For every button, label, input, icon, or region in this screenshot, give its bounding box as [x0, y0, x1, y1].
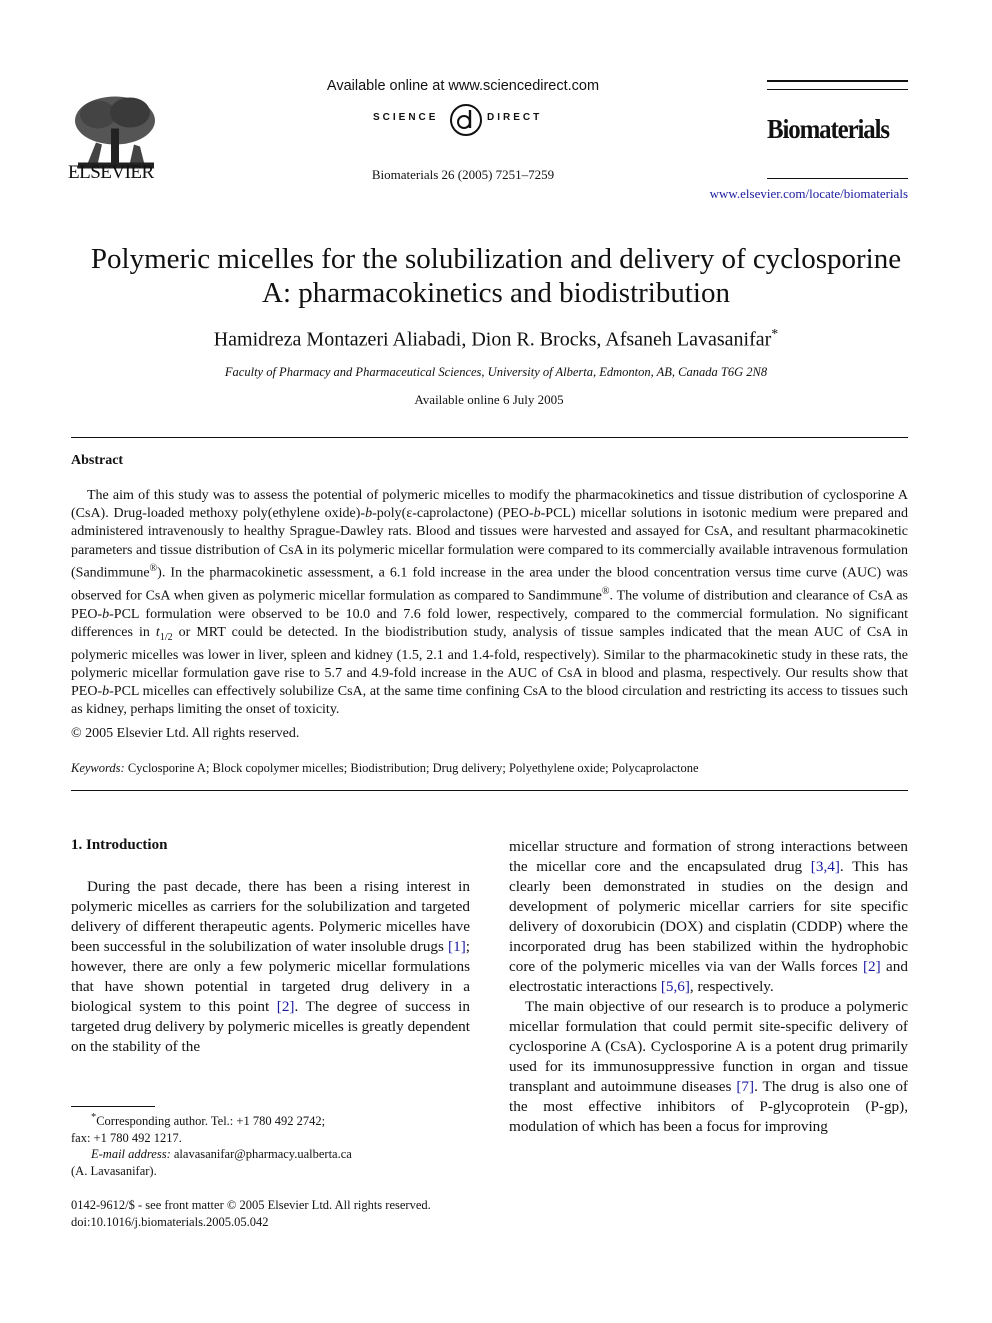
- journal-rule-bottom: [767, 178, 908, 179]
- footnote-mark: *: [91, 1112, 97, 1123]
- right-column: [509, 837, 908, 1137]
- sd-logo-right-text: DIRECT: [487, 112, 543, 123]
- front-matter: [71, 1197, 431, 1230]
- sciencedirect-at-icon: [448, 102, 484, 138]
- abstract-text: The aim of this study was to assess the potential of polymeric micelles to modify the pharmacokinetics and tissue distribution of cyclosporine A (CsA). Drug-loaded methoxy poly(ethylene oxide)-b-poly(ε-caprolactone) (PEO-b-PCL) micellar solutions in isotonic medium were prepared and administered intravenously to healthy Sprague-Dawley rats. Blood and tissues were harvested and assayed for CsA, and resultant pharmacokinetic parameters and tissue distribution of CsA in its polymeric micellar formulation were compared to its commercially available intravenous formulation (Sandimmune®). In the pharmacokinetic assessment, a 6.1 fold increase in the area under the blood concentration versus time curve (AUC) was observed for CsA when given as polymeric micellar formulation as compared to Sandimmune®. The volume of distribution and clearance of CsA as PEO-b-PCL formulation were observed to be 10.0 and 7.6 fold lower, respectively, compared to the commercial formulation. No significant differences in $t_{1/2}$ or MRT could be detected. In the biodistribution study, analysis of tissue samples indicated that the mean AUC of CsA in polymeric micelles was lower in liver, spleen and kidney (1.5, 2.1 and 1.4-fold, respectively). Similar to the pharmacokinetic study in these rats, the polymeric micellar formulation gave rise to 5.7 and 4.9-fold increase in the AUC of CsA in blood and plasma, respectively. Our results show that PEO-b-PCL micelles can effectively solubilize CsA, at the same time confining CsA to the blood circulation and restricting its access to tissues such as kidney, perhaps limiting the onset of toxicity.: [71, 488, 908, 718]
- authors-text: Hamidreza Montazeri Aliabadi, Dion R. Brocks, Afsaneh Lavasanifar: [213, 328, 772, 351]
- author-list: [0, 327, 992, 352]
- section-heading-introduction: 1. Introduction: [71, 837, 168, 853]
- keywords: [71, 761, 699, 776]
- article-title-line-2: A: pharmacokinetics and biodistribution: [262, 277, 730, 309]
- citation-link[interactable]: [5,6]: [660, 978, 690, 995]
- journal-rule-mid: [767, 89, 908, 90]
- available-online-sciencedirect[interactable]: Available online at www.sciencedirect.com: [326, 78, 600, 94]
- intro-paragraph-1: During the past decade, there has been a rising interest in polymeric micelles as carriers for the solubilization and targeted delivery of different therapeutic agents. Polymeric micelles have been successful in the solubilization of water insoluble drugs [1]; however, there are only a few polymeric micellar formulations that have shown potential in targeted drug delivery in a biological system to this point [2]. The degree of success in targeted drug delivery by polymeric micelles is greatly dependent on the stability of the: [71, 878, 470, 1055]
- footnote-tel: Corresponding author. Tel.: +1 780 492 2742;: [96, 1114, 326, 1129]
- corresponding-author-footnote: [71, 1110, 471, 1179]
- doi-line[interactable]: doi:10.1016/j.biomaterials.2005.05.042: [71, 1214, 269, 1229]
- citation-link[interactable]: [1]: [448, 938, 466, 955]
- footnote-fax: fax: +1 780 492 1217.: [71, 1130, 182, 1145]
- citation-link[interactable]: [2]: [862, 958, 881, 975]
- intro-paragraph-2: The main objective of our research is to produce a polymeric micellar formulation that could permit site-specific delivery of cyclosporine A (CsA). Cyclosporine A is a potent drug primarily used for its immunosuppressive function in organ and tissue transplant and autoimmune diseases [7]. The drug is also one of the most effective inhibitors of P-glycoprotein (P-gp), modulation of which has been a focus for improving: [509, 998, 908, 1135]
- divider-bottom: [71, 790, 908, 791]
- intro-paragraph-1-cont: micellar structure and formation of strong interactions between the micellar core and the encapsulated drug [3,4]. This has clearly been demonstrated in studies on the design and development of polymeric micellar carriers for site specific delivery of doxorubicin (DOX) and cisplatin (CDDP) where the incorporated drug has been stabilized within the hydrophobic core of the polymeric micelles via van der Walls forces [2] and electrostatic interactions [5,6], respectively.: [509, 838, 908, 995]
- keywords-label: Keywords:: [71, 761, 125, 775]
- sd-logo-left-text: SCIENCE: [373, 112, 439, 123]
- issn-line: 0142-9612/$ - see front matter © 2005 Elsevier Ltd. All rights reserved.: [71, 1198, 431, 1212]
- article-title-line-1: Polymeric micelles for the solubilization and delivery of cyclosporine: [90, 243, 902, 275]
- keywords-text: Cyclosporine A; Block copolymer micelles; Biodistribution; Drug delivery; Polyethylene oxide; Polycaprolactone: [124, 761, 699, 775]
- divider-top: [71, 437, 908, 438]
- citation-link[interactable]: [3,4]: [810, 858, 840, 875]
- sciencedirect-logo: [373, 100, 563, 140]
- citation-link[interactable]: [7]: [736, 1078, 755, 1095]
- footnote-email-label: E-mail address:: [91, 1147, 171, 1162]
- corresponding-author-mark[interactable]: *: [771, 327, 779, 342]
- journal-url-link[interactable]: www.elsevier.com/locate/biomaterials: [709, 186, 908, 201]
- journal-reference: Biomaterials 26 (2005) 7251–7259: [371, 167, 555, 182]
- abstract-heading: Abstract: [71, 453, 124, 468]
- citation-link[interactable]: [2]: [276, 998, 295, 1015]
- available-online-date: Available online 6 July 2005: [414, 392, 564, 407]
- footnote-email-link[interactable]: alavasanifar@pharmacy.ualberta.ca: [170, 1147, 352, 1162]
- journal-title: Biomaterials: [767, 114, 889, 144]
- publisher-name: ELSEVIER: [68, 162, 154, 183]
- footnote-rule: [71, 1106, 155, 1107]
- affiliation: Faculty of Pharmacy and Pharmaceutical Sciences, University of Alberta, Edmonton, AB, Canada T6G 2N8: [224, 365, 768, 379]
- footnote-name: (A. Lavasanifar).: [71, 1163, 157, 1178]
- article-title: [60, 242, 932, 310]
- journal-rule-top: [767, 80, 908, 82]
- left-column: [71, 877, 470, 1057]
- abstract-copyright: © 2005 Elsevier Ltd. All rights reserved.: [71, 726, 300, 741]
